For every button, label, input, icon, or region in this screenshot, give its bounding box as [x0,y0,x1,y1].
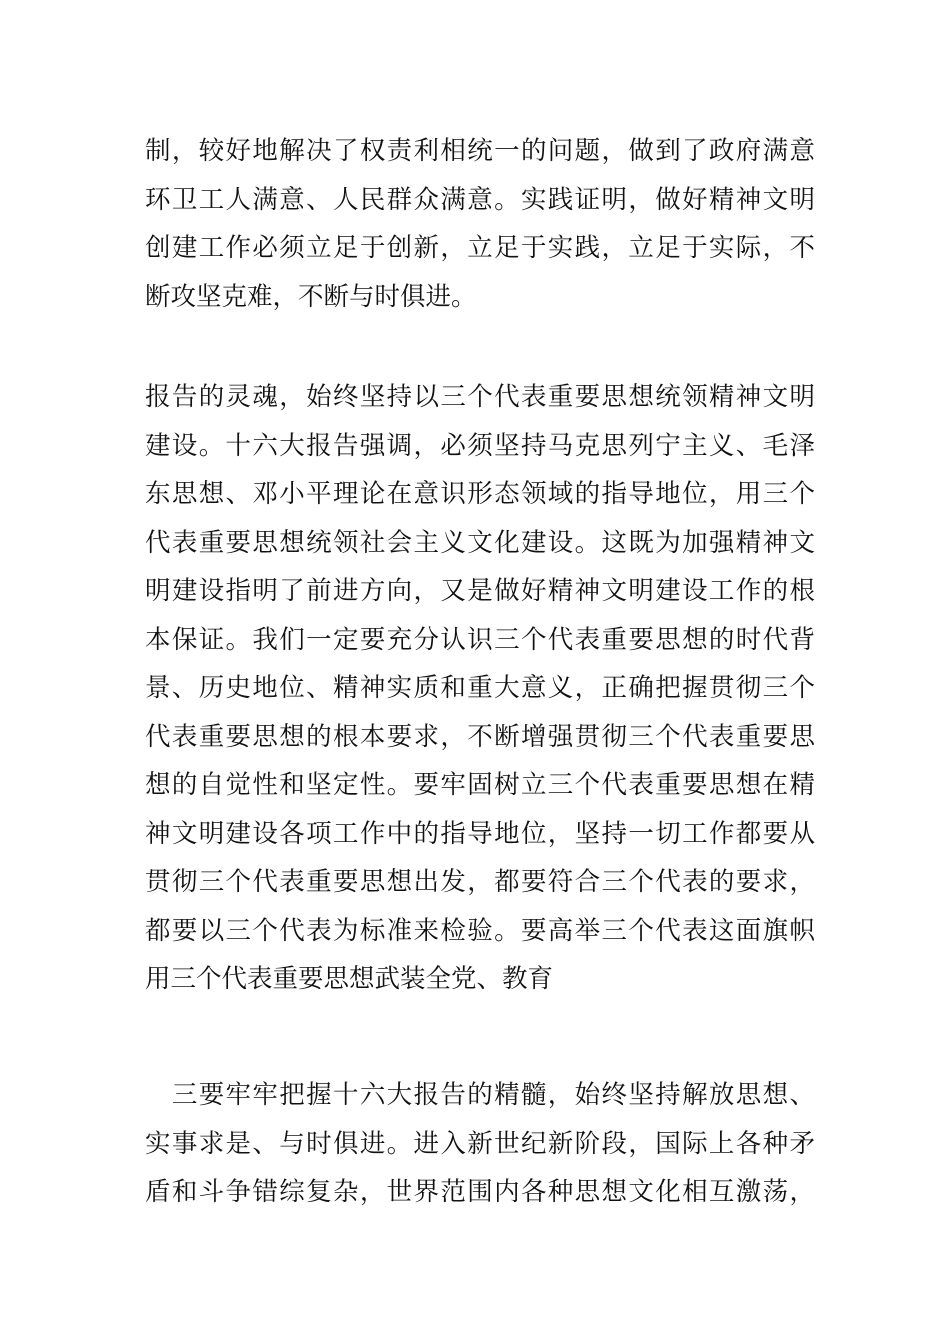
text-line: 贯彻三个代表重要思想出发，都要符合三个代表的要求， [145,867,815,897]
text-line: 创建工作必须立足于创新，立足于实践，立足于实际，不 [145,233,815,263]
text-line: 明建设指明了前进方向，又是做好精神文明建设工作的根 [145,576,815,606]
paragraph-2 [145,373,815,1004]
text-line: 代表重要思想统领社会主义文化建设。这既为加强精神文 [145,527,815,558]
text-line: 用三个代表重要思想武装全党、教育 [145,964,554,994]
text-line: 盾和斗争错综复杂，世界范围内各种思想文化相互激荡， [145,1177,815,1207]
text-line: 都要以三个代表为标准来检验。要高举三个代表这面旗帜 [145,915,815,946]
text-line: 神文明建设各项工作中的指导地位，坚持一切工作都要从 [145,818,815,849]
text-line: 三要牢牢把握十六大报告的精髓，始终坚持解放思想、 [145,1080,815,1110]
text-line: 想的自觉性和坚定性。要牢固树立三个代表重要思想在精 [145,770,815,800]
text-line: 制，较好地解决了权责利相统一的问题，做到了政府满意 [145,136,815,166]
paragraph-1 [145,127,815,321]
text-line: 报告的灵魂，始终坚持以三个代表重要思想统领精神文明 [145,382,815,412]
text-line: 断攻坚克难，不断与时俱进。 [145,281,477,312]
text-line: 代表重要思想的根本要求，不断增强贯彻三个代表重要思 [145,721,815,752]
text-line: 东思想、邓小平理论在意识形态领域的指导地位，用三个 [145,479,815,509]
paragraph-3 [145,1071,815,1217]
text-line: 本保证。我们一定要充分认识三个代表重要思想的时代背 [145,624,815,655]
text-line: 建设。十六大报告强调，必须坚持马克思列宁主义、毛泽 [145,430,815,461]
text-line: 实事求是、与时俱进。进入新世纪新阶段，国际上各种矛 [145,1128,815,1159]
text-line: 景、历史地位、精神实质和重大意义，正确把握贯彻三个 [145,673,815,703]
text-line: 环卫工人满意、人民群众满意。实践证明，做好精神文明 [145,184,815,215]
